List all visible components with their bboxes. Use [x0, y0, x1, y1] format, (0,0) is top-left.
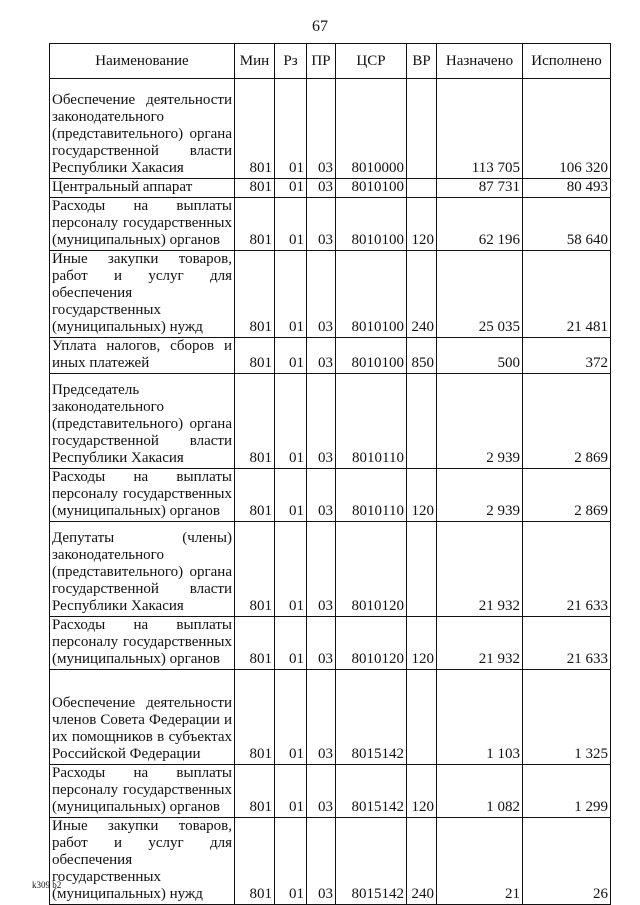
row-name: Иные закупки товаров, работ и услуг для обеспечения государственных (муниципальных) нужд — [50, 818, 235, 905]
row-min: 801 — [235, 179, 275, 198]
row-rz: 01 — [275, 251, 307, 338]
row-name: Председатель законодательного (представительного) органа государственной власти Республики Хакасия — [50, 374, 235, 469]
row-min: 801 — [235, 522, 275, 617]
row-rz: 01 — [275, 522, 307, 617]
row-rz: 01 — [275, 338, 307, 374]
row-assigned: 21 — [437, 818, 523, 905]
row-rz: 01 — [275, 374, 307, 469]
row-csr: 8015142 — [336, 818, 407, 905]
table-row — [50, 617, 611, 670]
row-vr: 240 — [407, 251, 437, 338]
row-min: 801 — [235, 765, 275, 818]
row-assigned: 21 932 — [437, 522, 523, 617]
row-rz: 01 — [275, 179, 307, 198]
row-vr: 120 — [407, 617, 437, 670]
row-vr — [407, 670, 437, 765]
table-row — [50, 251, 611, 338]
row-vr: 120 — [407, 469, 437, 522]
row-rz: 01 — [275, 617, 307, 670]
row-csr: 8010100 — [336, 179, 407, 198]
row-rz: 01 — [275, 469, 307, 522]
row-min: 801 — [235, 617, 275, 670]
row-pr: 03 — [307, 251, 336, 338]
row-min: 801 — [235, 469, 275, 522]
footer-code: k309 b2 — [32, 880, 62, 890]
row-pr: 03 — [307, 179, 336, 198]
row-vr — [407, 79, 437, 179]
header-min: Мин — [235, 44, 275, 79]
row-assigned: 25 035 — [437, 251, 523, 338]
row-csr: 8015142 — [336, 765, 407, 818]
table-row — [50, 179, 611, 198]
row-assigned: 500 — [437, 338, 523, 374]
row-assigned: 87 731 — [437, 179, 523, 198]
row-min: 801 — [235, 198, 275, 251]
table-row — [50, 765, 611, 818]
row-min: 801 — [235, 79, 275, 179]
page-number: 67 — [312, 18, 328, 35]
header-csr: ЦСР — [336, 44, 407, 79]
row-executed: 1 325 — [523, 670, 611, 765]
row-executed: 2 869 — [523, 374, 611, 469]
table-row — [50, 818, 611, 905]
row-pr: 03 — [307, 374, 336, 469]
row-csr: 8010100 — [336, 338, 407, 374]
row-vr: 850 — [407, 338, 437, 374]
header-assigned: Назначено — [437, 44, 523, 79]
row-assigned: 62 196 — [437, 198, 523, 251]
table-row — [50, 522, 611, 617]
row-pr: 03 — [307, 198, 336, 251]
row-csr: 8010120 — [336, 617, 407, 670]
row-pr: 03 — [307, 670, 336, 765]
table-row — [50, 469, 611, 522]
row-min: 801 — [235, 338, 275, 374]
header-vr: ВР — [407, 44, 437, 79]
row-vr: 120 — [407, 198, 437, 251]
header-pr: ПР — [307, 44, 336, 79]
row-min: 801 — [235, 670, 275, 765]
row-rz: 01 — [275, 198, 307, 251]
row-name: Расходы на выплаты персоналу государственных (муниципальных) органов — [50, 198, 235, 251]
header-rz: Рз — [275, 44, 307, 79]
row-min: 801 — [235, 251, 275, 338]
row-executed: 21 633 — [523, 617, 611, 670]
table-row — [50, 338, 611, 374]
row-csr: 8010110 — [336, 469, 407, 522]
row-executed: 80 493 — [523, 179, 611, 198]
row-executed: 1 299 — [523, 765, 611, 818]
table-body — [50, 79, 611, 905]
row-assigned: 2 939 — [437, 374, 523, 469]
row-vr — [407, 522, 437, 617]
row-executed: 21 481 — [523, 251, 611, 338]
row-name: Расходы на выплаты персоналу государственных (муниципальных) органов — [50, 469, 235, 522]
row-executed: 2 869 — [523, 469, 611, 522]
row-pr: 03 — [307, 765, 336, 818]
table-row — [50, 670, 611, 765]
row-csr: 8010120 — [336, 522, 407, 617]
table-row — [50, 198, 611, 251]
row-name: Иные закупки товаров, работ и услуг для обеспечения государственных (муниципальных) нужд — [50, 251, 235, 338]
row-pr: 03 — [307, 522, 336, 617]
table-row — [50, 79, 611, 179]
header-executed: Исполнено — [523, 44, 611, 79]
row-name: Уплата налогов, сборов и иных платежей — [50, 338, 235, 374]
row-vr: 240 — [407, 818, 437, 905]
row-assigned: 1 082 — [437, 765, 523, 818]
row-vr: 120 — [407, 765, 437, 818]
header-name: Наименование — [50, 44, 235, 79]
row-csr: 8010110 — [336, 374, 407, 469]
row-executed: 58 640 — [523, 198, 611, 251]
row-csr: 8010100 — [336, 198, 407, 251]
row-csr: 8015142 — [336, 670, 407, 765]
row-assigned: 21 932 — [437, 617, 523, 670]
table-header-row — [50, 44, 611, 79]
row-pr: 03 — [307, 338, 336, 374]
row-name: Расходы на выплаты персоналу государственных (муниципальных) органов — [50, 617, 235, 670]
row-min: 801 — [235, 374, 275, 469]
row-assigned: 113 705 — [437, 79, 523, 179]
row-name: Депутаты (члены) законодательного (представительного) органа государственной власти Республики Хакасия — [50, 522, 235, 617]
row-executed: 372 — [523, 338, 611, 374]
budget-table — [49, 43, 611, 905]
row-pr: 03 — [307, 818, 336, 905]
row-min: 801 — [235, 818, 275, 905]
table-row — [50, 374, 611, 469]
row-assigned: 2 939 — [437, 469, 523, 522]
row-executed: 26 — [523, 818, 611, 905]
row-rz: 01 — [275, 818, 307, 905]
row-assigned: 1 103 — [437, 670, 523, 765]
row-pr: 03 — [307, 469, 336, 522]
row-csr: 8010100 — [336, 251, 407, 338]
row-name: Обеспечение деятельности членов Совета Федерации и их помощников в субъектах Российской Федерации — [50, 670, 235, 765]
row-name: Центральный аппарат — [50, 179, 235, 198]
row-vr — [407, 374, 437, 469]
row-executed: 106 320 — [523, 79, 611, 179]
row-vr — [407, 179, 437, 198]
row-rz: 01 — [275, 670, 307, 765]
row-pr: 03 — [307, 617, 336, 670]
row-rz: 01 — [275, 765, 307, 818]
row-pr: 03 — [307, 79, 336, 179]
row-rz: 01 — [275, 79, 307, 179]
row-executed: 21 633 — [523, 522, 611, 617]
row-csr: 8010000 — [336, 79, 407, 179]
row-name: Обеспечение деятельности законодательного (представительного) органа государственной власти Республики Хакасия — [50, 79, 235, 179]
row-name: Расходы на выплаты персоналу государственных (муниципальных) органов — [50, 765, 235, 818]
